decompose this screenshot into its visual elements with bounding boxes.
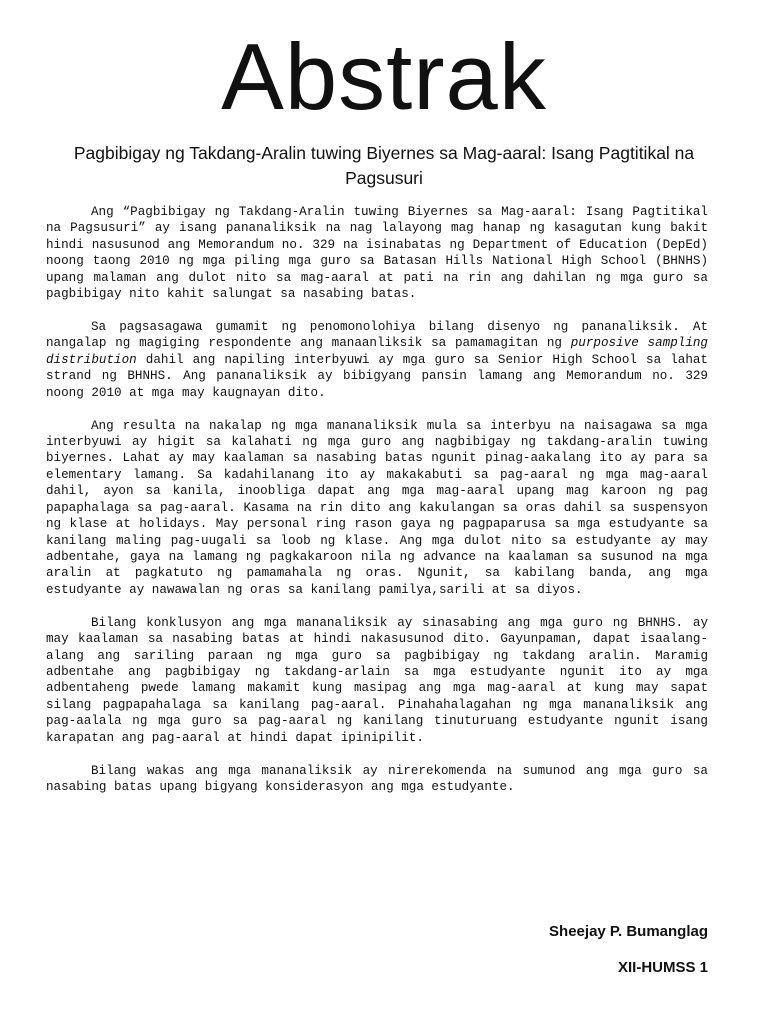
methodology-text-end: dahil ang napiling interbyuwi ay mga guro sa Senior High School sa lahat strand ng BHNHS. Ang pananaliksik ay bibigyang pansin lamang ang Memorandum no. 329 noong 2010 at mga may kaugnayan dito.	[46, 352, 708, 400]
paragraph-recommendation: Bilang wakas ang mga mananaliksik ay nirerekomenda na sumunod ang mga guro sa nasabing batas upang bigyang konsiderasyon ang mga estudyante.	[46, 763, 708, 794]
document-subtitle: Pagbibigay ng Takdang-Aralin tuwing Biyernes sa Mag-aaral: Isang Pagtitikal na Pagsusuri	[73, 143, 695, 188]
class-section: XII-HUMSS 1	[617, 959, 708, 976]
abstract-body	[46, 204, 708, 812]
paragraph-conclusion: Bilang konklusyon ang mga mananaliksik ay sinasabing ang mga guro ng BHNHS. ay may kaalaman sa nasabing batas at hindi nakasusunod dito. Gayunpaman, dapat isaalang-alang ang sariling paraan ng mga guro sa pagbibigay ng takdang aralin. Maramig adbentahe ang pagbibigay ng takdang-arlain sa mga estudyante ngunit ito ay mga adbentaheng pwede lamang makamit kung masipag ang mga mag-aaral at kung may sapat silang pagpapahalaga sa kanilang pag-aaral. Pinahahalagahan ng mga mananaliksik ang pag-aalala ng mga guro sa pag-aaral ng kanilang tinuturuang estudyante ngunit isang karapatan ang pag-aaral at hindi dapat ipinipilit.	[46, 615, 708, 745]
methodology-emphasis: purposive sampling distribution	[46, 336, 708, 367]
author-name: Sheejay P. Bumanglag	[549, 923, 708, 940]
document-title: Abstrak	[221, 24, 547, 129]
paragraph-introduction: Ang “Pagbibigay ng Takdang-Aralin tuwing Biyernes sa Mag-aaral: Isang Pagtitikal na Pagsusuri” ay isang pananaliksik na nag lalayong mag hanap ng kasagutan kung bakit hindi nasusunod ang Memorandum no. 329 na isinabatas ng Department of Education (DepEd) noong taong 2010 ng mga piling mga guro sa Batasan Hills National High School (BHNHS) upang malaman ang dulot nito sa mag-aaral at pati na rin ang dahilan ng mga guro sa pagbibigay nito kahit salungat sa nasabing batas.	[46, 205, 708, 302]
paragraph-methodology	[46, 319, 708, 401]
paragraph-results: Ang resulta na nakalap ng mga mananaliksik mula sa interbyu na naisagawa sa mga interbyuwi ay higit sa kalahati ng mga guro ang nagbibigay ng takdang-aralin tuwing biyernes. Lahat ay may kaalaman sa nasabing batas ngunit pinag-aakalang ito ay para sa elementary lamang. Sa kadahilanang ito ay makakabuti sa pag-aaral ng mga mag-aaral dahil, ayon sa kanila, inoobliga dapat ang mga mag-aaral upang mag karoon ng pag papaphalaga sa pag-aaral. Kasama na rin dito ang kakulangan sa oras dahil sa suspensyon ng klase at holidays. May personal ring rason gaya ng pagpaparusa sa mga estudyante sa kanilang maling pag-uugali sa loob ng klase. Ang mga dulot nito sa estudyante ay may adbentahe, gaya na lamang ng pagkakaroon nila ng advance na kaalaman sa susunod na mga aralin at pagkatuto ng pamamahala ng oras. Ngunit, sa kabilang banda, ang mga estudyante ay nawawalan ng oras sa kanilang pamilya,sarili at sa diyos.	[46, 418, 708, 597]
methodology-text-start: Sa pagsasagawa gumamit ng penomonolohiya bilang disenyo ng pananaliksik. At nangalap ng magiging respondente ang manaanliksik sa pamamagitan ng	[46, 320, 708, 351]
